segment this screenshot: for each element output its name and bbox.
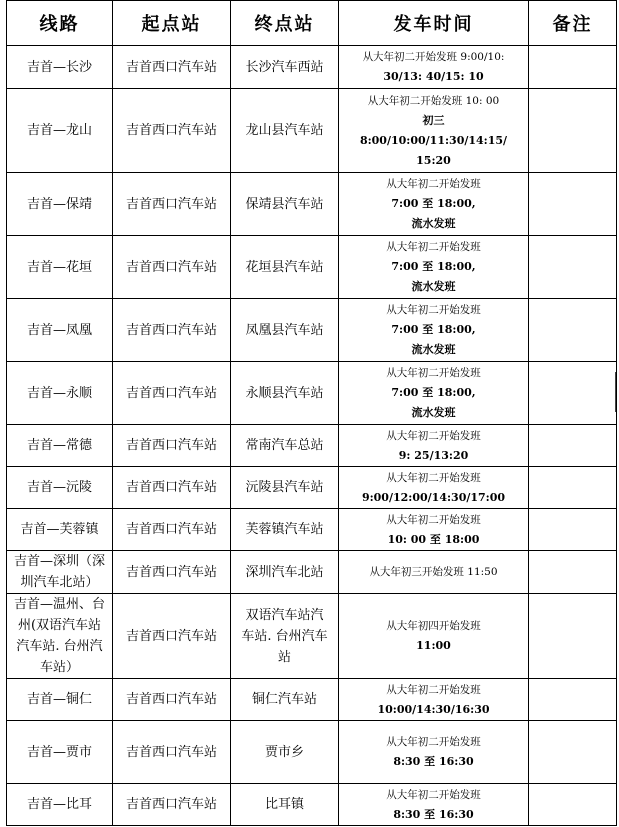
departure-time-cell <box>339 467 529 509</box>
start-station-cell: 吉首西口汽车站 <box>113 721 231 784</box>
departure-time-cell-line: 7:00 至 18:00, <box>391 197 476 210</box>
departure-time-cell-line: 从大年初二开始发班 <box>386 367 481 379</box>
departure-time-cell-line: 从大年初二开始发班 9:00/10: <box>362 51 505 63</box>
departure-time-cell <box>339 236 529 299</box>
notes-cell <box>529 784 617 826</box>
start-station-cell: 吉首西口汽车站 <box>113 679 231 721</box>
table-row <box>7 46 617 89</box>
header-end-station: 终点站 <box>231 1 339 46</box>
departure-time-cell-line: 从大年初二开始发班 <box>386 178 481 190</box>
start-station-cell: 吉首西口汽车站 <box>113 46 231 89</box>
end-station-cell <box>231 46 339 89</box>
end-station-cell-line: 车站. 台州汽车 <box>241 628 328 644</box>
departure-time-cell-line: 8:00/10:00/11:30/14:15/ <box>359 133 508 147</box>
end-station-cell-line: 贾市乡 <box>264 744 304 760</box>
departure-time-cell-line: 7:00 至 18:00, <box>391 386 476 399</box>
start-station-cell: 吉首西口汽车站 <box>113 784 231 826</box>
table-row <box>7 425 617 467</box>
table-row <box>7 509 617 551</box>
notes-cell <box>529 89 617 173</box>
route-cell-line: 圳汽车北站） <box>20 575 99 590</box>
route-cell <box>7 594 113 679</box>
departure-time-cell-line: 15:20 <box>416 153 451 167</box>
notes-cell <box>529 594 617 679</box>
end-station-cell-line: 铜仁汽车站 <box>251 692 317 707</box>
end-station-cell <box>231 784 339 826</box>
notes-cell <box>529 467 617 509</box>
departure-time-cell <box>339 299 529 362</box>
end-station-cell <box>231 236 339 299</box>
end-station-cell <box>231 173 339 236</box>
departure-time-cell-line: 30/13: 40/15: 10 <box>383 70 484 83</box>
departure-time-cell <box>339 721 529 784</box>
route-cell <box>7 46 113 89</box>
route-cell-line: 吉首—芙蓉镇 <box>20 522 99 537</box>
route-cell <box>7 679 113 721</box>
bus-schedule-table <box>6 0 617 826</box>
end-station-cell <box>231 594 339 679</box>
route-cell <box>7 236 113 299</box>
end-station-cell-line: 芙蓉镇汽车站 <box>245 522 324 537</box>
end-station-cell-line: 长沙汽车西站 <box>245 59 324 75</box>
route-cell-line: 吉首—深圳（深 <box>13 554 105 569</box>
route-cell-line: 吉首—贾市 <box>26 744 92 760</box>
notes-cell <box>529 299 617 362</box>
start-station-cell: 吉首西口汽车站 <box>113 173 231 236</box>
end-station-cell <box>231 299 339 362</box>
route-cell <box>7 721 113 784</box>
departure-time-cell-line: 流水发班 <box>411 217 456 230</box>
departure-time-cell <box>339 551 529 594</box>
table-row <box>7 173 617 236</box>
departure-time-cell-line: 10: 00 至 18:00 <box>387 532 480 546</box>
end-station-cell-line: 双语汽车站汽 <box>245 607 324 623</box>
route-cell <box>7 467 113 509</box>
departure-time-cell-line: 9: 25/13:20 <box>398 448 469 462</box>
route-cell <box>7 784 113 826</box>
scroll-indicator <box>615 372 619 412</box>
notes-cell <box>529 721 617 784</box>
departure-time-cell-line: 从大年初三开始发班 11:50 <box>369 566 498 578</box>
header-row <box>7 1 617 46</box>
notes-cell <box>529 236 617 299</box>
table-row <box>7 551 617 594</box>
table-row <box>7 594 617 679</box>
departure-time-cell-line: 11:00 <box>416 639 451 652</box>
end-station-cell-line: 沅陵县汽车站 <box>245 480 324 495</box>
route-cell-line: 吉首—常德 <box>26 438 92 453</box>
departure-time-cell <box>339 89 529 173</box>
route-cell <box>7 299 113 362</box>
route-cell-line: 吉首—比耳 <box>26 797 92 812</box>
notes-cell <box>529 173 617 236</box>
table-row <box>7 236 617 299</box>
route-cell <box>7 362 113 425</box>
route-cell-line: 州(双语汽车站 <box>17 618 102 633</box>
route-cell <box>7 509 113 551</box>
end-station-cell <box>231 467 339 509</box>
start-station-cell: 吉首西口汽车站 <box>113 425 231 467</box>
header-route: 线路 <box>7 1 113 46</box>
route-cell-line: 吉首—温州、台 <box>13 597 105 612</box>
start-station-cell: 吉首西口汽车站 <box>113 89 231 173</box>
start-station-cell: 吉首西口汽车站 <box>113 362 231 425</box>
table-row <box>7 679 617 721</box>
end-station-cell <box>231 509 339 551</box>
departure-time-cell-line: 从大年初二开始发班 <box>386 429 481 442</box>
end-station-cell-line: 站 <box>277 649 291 665</box>
departure-time-cell <box>339 425 529 467</box>
route-cell <box>7 173 113 236</box>
start-station-cell: 吉首西口汽车站 <box>113 509 231 551</box>
route-cell <box>7 425 113 467</box>
departure-time-cell-line: 从大年初二开始发班 <box>386 788 481 801</box>
departure-time-cell-line: 9:00/12:00/14:30/17:00 <box>361 490 506 504</box>
departure-time-cell-line: 从大年初四开始发班 <box>386 620 481 632</box>
route-cell-line: 吉首—永顺 <box>26 385 92 401</box>
start-station-cell: 吉首西口汽车站 <box>113 551 231 594</box>
departure-time-cell-line: 8:30 至 16:30 <box>393 755 474 768</box>
departure-time-cell-line: 从大年初二开始发班 <box>386 683 481 696</box>
end-station-cell-line: 保靖县汽车站 <box>245 196 324 212</box>
departure-time-cell <box>339 784 529 826</box>
departure-time-cell-line: 从大年初二开始发班 <box>386 304 481 316</box>
route-cell-line: 吉首—沅陵 <box>26 480 92 495</box>
departure-time-cell-line: 7:00 至 18:00, <box>391 260 476 273</box>
end-station-cell-line: 比耳镇 <box>264 797 304 812</box>
end-station-cell <box>231 362 339 425</box>
table-row <box>7 362 617 425</box>
end-station-cell-line: 永顺县汽车站 <box>245 385 324 401</box>
departure-time-cell-line: 流水发班 <box>411 343 456 356</box>
route-cell-line: 吉首—保靖 <box>26 196 92 212</box>
departure-time-cell <box>339 679 529 721</box>
route-cell-line: 吉首—花垣 <box>26 259 92 275</box>
route-cell-line: 汽车站. 台州汽 <box>16 639 103 654</box>
end-station-cell-line: 龙山县汽车站 <box>245 123 324 138</box>
route-cell-line: 车站） <box>39 660 79 675</box>
table-row <box>7 299 617 362</box>
notes-cell <box>529 46 617 89</box>
notes-cell <box>529 679 617 721</box>
end-station-cell <box>231 679 339 721</box>
departure-time-cell <box>339 362 529 425</box>
table-row <box>7 467 617 509</box>
table-row <box>7 721 617 784</box>
start-station-cell: 吉首西口汽车站 <box>113 467 231 509</box>
route-cell-line: 吉首—凤凰 <box>26 322 92 338</box>
end-station-cell-line: 凤凰县汽车站 <box>245 322 324 338</box>
departure-time-cell-line: 从大年初二开始发班 <box>386 513 481 526</box>
start-station-cell: 吉首西口汽车站 <box>113 236 231 299</box>
end-station-cell <box>231 721 339 784</box>
departure-time-cell <box>339 173 529 236</box>
end-station-cell <box>231 89 339 173</box>
departure-time-cell <box>339 594 529 679</box>
notes-cell <box>529 551 617 594</box>
route-cell-line: 吉首—长沙 <box>26 59 92 75</box>
start-station-cell: 吉首西口汽车站 <box>113 299 231 362</box>
departure-time-cell-line: 10:00/14:30/16:30 <box>377 702 490 716</box>
end-station-cell <box>231 425 339 467</box>
departure-time-cell-line: 从大年初二开始发班 <box>386 471 481 484</box>
departure-time-cell-line: 8:30 至 16:30 <box>393 807 474 821</box>
departure-time-cell-line: 从大年初二开始发班 <box>386 241 481 253</box>
end-station-cell <box>231 551 339 594</box>
departure-time-cell-line: 从大年初二开始发班 10: 00 <box>367 94 500 107</box>
departure-time-cell-line: 初三 <box>422 113 445 127</box>
notes-cell <box>529 362 617 425</box>
route-cell-line: 吉首—铜仁 <box>26 692 92 707</box>
table-row <box>7 89 617 173</box>
header-departure-time: 发车时间 <box>339 1 529 46</box>
end-station-cell-line: 深圳汽车北站 <box>245 564 324 580</box>
start-station-cell: 吉首西口汽车站 <box>113 594 231 679</box>
departure-time-cell <box>339 46 529 89</box>
departure-time-cell-line: 从大年初二开始发班 <box>386 736 481 748</box>
end-station-cell-line: 常南汽车总站 <box>245 438 324 453</box>
route-cell <box>7 89 113 173</box>
table-row <box>7 784 617 826</box>
departure-time-cell-line: 流水发班 <box>411 406 456 419</box>
notes-cell <box>529 509 617 551</box>
departure-time-cell-line: 7:00 至 18:00, <box>391 323 476 336</box>
schedule-body <box>7 46 617 826</box>
notes-cell <box>529 425 617 467</box>
departure-time-cell-line: 流水发班 <box>411 280 456 293</box>
header-notes: 备注 <box>529 1 617 46</box>
route-cell-line: 吉首—龙山 <box>26 123 92 138</box>
end-station-cell-line: 花垣县汽车站 <box>245 259 324 275</box>
departure-time-cell <box>339 509 529 551</box>
route-cell <box>7 551 113 594</box>
header-start-station: 起点站 <box>113 1 231 46</box>
